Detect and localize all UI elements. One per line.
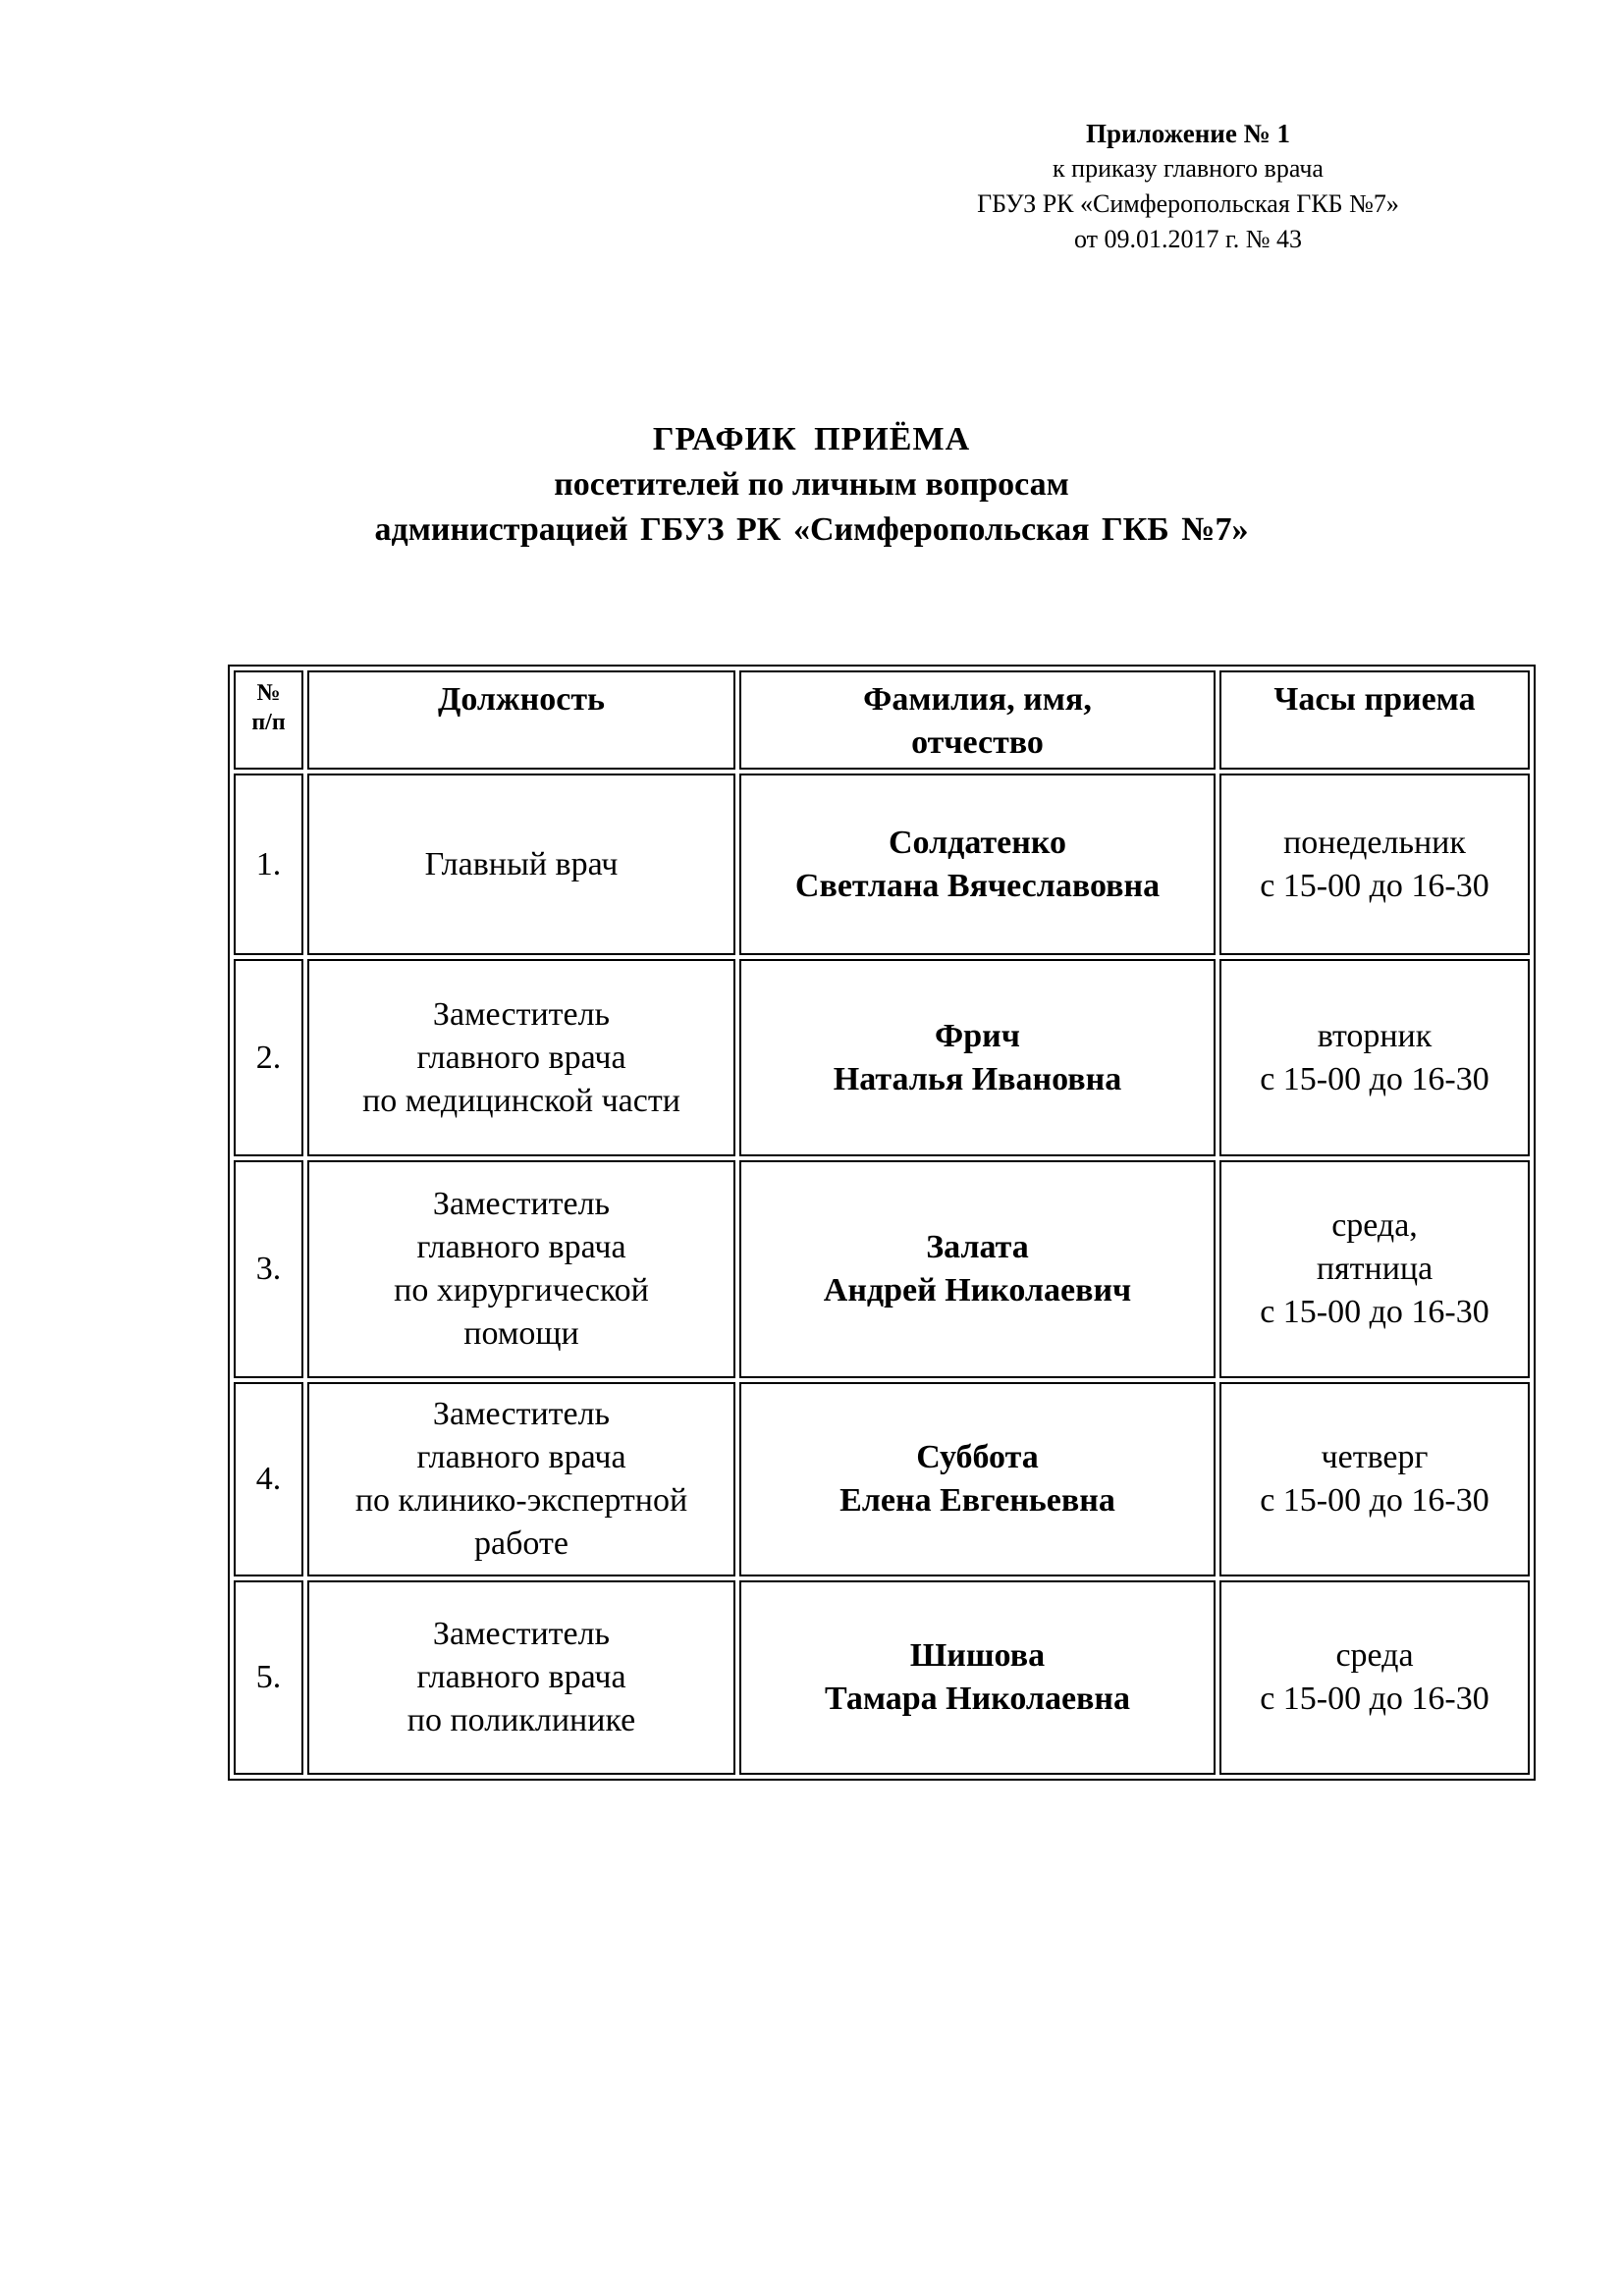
row-number: 2. bbox=[234, 959, 303, 1156]
position-line: Заместитель bbox=[432, 1186, 611, 1222]
row-number: 5. bbox=[234, 1580, 303, 1775]
appendix-label: Приложение № 1 bbox=[1086, 119, 1290, 148]
table-row bbox=[234, 774, 1530, 955]
header-full-name-line-2: отчество bbox=[911, 724, 1044, 761]
full-name-cell bbox=[739, 1382, 1216, 1576]
surname: Солдатенко bbox=[888, 824, 1067, 861]
document-title bbox=[0, 417, 1623, 553]
surname: Суббота bbox=[916, 1439, 1039, 1475]
position-cell bbox=[307, 1580, 735, 1775]
header-full-name bbox=[739, 670, 1216, 770]
reception-day: понедельник bbox=[1283, 824, 1466, 861]
reception-day: вторник bbox=[1317, 1017, 1433, 1054]
reception-day: четверг bbox=[1321, 1439, 1429, 1475]
hours-cell bbox=[1219, 1160, 1530, 1378]
position-line: помощи bbox=[463, 1315, 579, 1352]
position-line: работе bbox=[474, 1525, 568, 1562]
position-line: по хирургической bbox=[394, 1272, 649, 1308]
appendix-block bbox=[933, 116, 1443, 257]
table-header-row bbox=[234, 670, 1530, 770]
appendix-date-line: от 09.01.2017 г. № 43 bbox=[1073, 225, 1303, 253]
given-names: Тамара Николаевна bbox=[824, 1681, 1130, 1717]
header-number-line-1: № bbox=[256, 680, 281, 706]
position-line: главного врача bbox=[416, 1659, 626, 1695]
full-name-cell bbox=[739, 959, 1216, 1156]
reception-time: с 15-00 до 16-30 bbox=[1260, 1294, 1489, 1330]
position-line: главного врача bbox=[416, 1039, 626, 1076]
table-row bbox=[234, 959, 1530, 1156]
table-body bbox=[234, 774, 1530, 1775]
header-hours: Часы приема bbox=[1219, 670, 1530, 770]
full-name-cell bbox=[739, 774, 1216, 955]
position-cell bbox=[307, 959, 735, 1156]
position-line: главного врача bbox=[416, 1439, 626, 1475]
full-name-cell bbox=[739, 1160, 1216, 1378]
position-cell bbox=[307, 1160, 735, 1378]
position-line: по клинико-экспертной bbox=[354, 1482, 688, 1519]
row-number: 1. bbox=[234, 774, 303, 955]
title-line-2: посетителей по личным вопросам bbox=[554, 466, 1069, 503]
position-cell bbox=[307, 1382, 735, 1576]
position-line: по медицинской части bbox=[362, 1082, 680, 1119]
reception-time: с 15-00 до 16-30 bbox=[1260, 1060, 1489, 1097]
appendix-order-line: к приказу главного врача bbox=[1053, 154, 1324, 183]
table-row bbox=[234, 1160, 1530, 1378]
full-name-cell bbox=[739, 1580, 1216, 1775]
row-number: 4. bbox=[234, 1382, 303, 1576]
header-number-line-2: п/п bbox=[251, 710, 286, 735]
position-line: Заместитель bbox=[432, 1396, 611, 1432]
table-row bbox=[234, 1382, 1530, 1576]
given-names: Наталья Ивановна bbox=[833, 1060, 1122, 1097]
given-names: Елена Евгеньевна bbox=[839, 1482, 1115, 1519]
reception-schedule-table bbox=[228, 665, 1536, 1781]
row-number: 3. bbox=[234, 1160, 303, 1378]
appendix-organization-line: ГБУЗ РК «Симферопольская ГКБ №7» bbox=[977, 189, 1399, 218]
position-line: главного врача bbox=[416, 1229, 626, 1265]
position-line: Главный врач bbox=[424, 845, 619, 882]
reception-time: с 15-00 до 16-30 bbox=[1260, 1681, 1489, 1717]
surname: Залата bbox=[926, 1229, 1029, 1265]
reception-time: с 15-00 до 16-30 bbox=[1260, 867, 1489, 904]
surname: Фрич bbox=[935, 1017, 1020, 1054]
header-number bbox=[234, 670, 303, 770]
reception-day: среда bbox=[1335, 1637, 1414, 1674]
position-line: Заместитель bbox=[432, 995, 611, 1033]
table-row bbox=[234, 1580, 1530, 1775]
hours-cell bbox=[1219, 959, 1530, 1156]
position-line: Заместитель bbox=[432, 1616, 611, 1652]
position-cell bbox=[307, 774, 735, 955]
hours-cell bbox=[1219, 774, 1530, 955]
given-names: Андрей Николаевич bbox=[823, 1272, 1132, 1308]
hours-cell bbox=[1219, 1382, 1530, 1576]
header-position: Должность bbox=[307, 670, 735, 770]
title-line-3: администрацией ГБУЗ РК «Симферопольская ГКБ №7» bbox=[374, 511, 1249, 548]
given-names: Светлана Вячеславовна bbox=[794, 867, 1161, 904]
position-line: по поликлинике bbox=[406, 1702, 636, 1738]
reception-time: с 15-00 до 16-30 bbox=[1260, 1482, 1489, 1519]
reception-day: пятница bbox=[1316, 1251, 1434, 1287]
reception-day: среда, bbox=[1331, 1207, 1418, 1244]
title-line-1: ГРАФИК ПРИЁМА bbox=[652, 421, 971, 457]
header-full-name-line-1: Фамилия, имя, bbox=[863, 681, 1092, 718]
surname: Шишова bbox=[909, 1637, 1046, 1674]
hours-cell bbox=[1219, 1580, 1530, 1775]
